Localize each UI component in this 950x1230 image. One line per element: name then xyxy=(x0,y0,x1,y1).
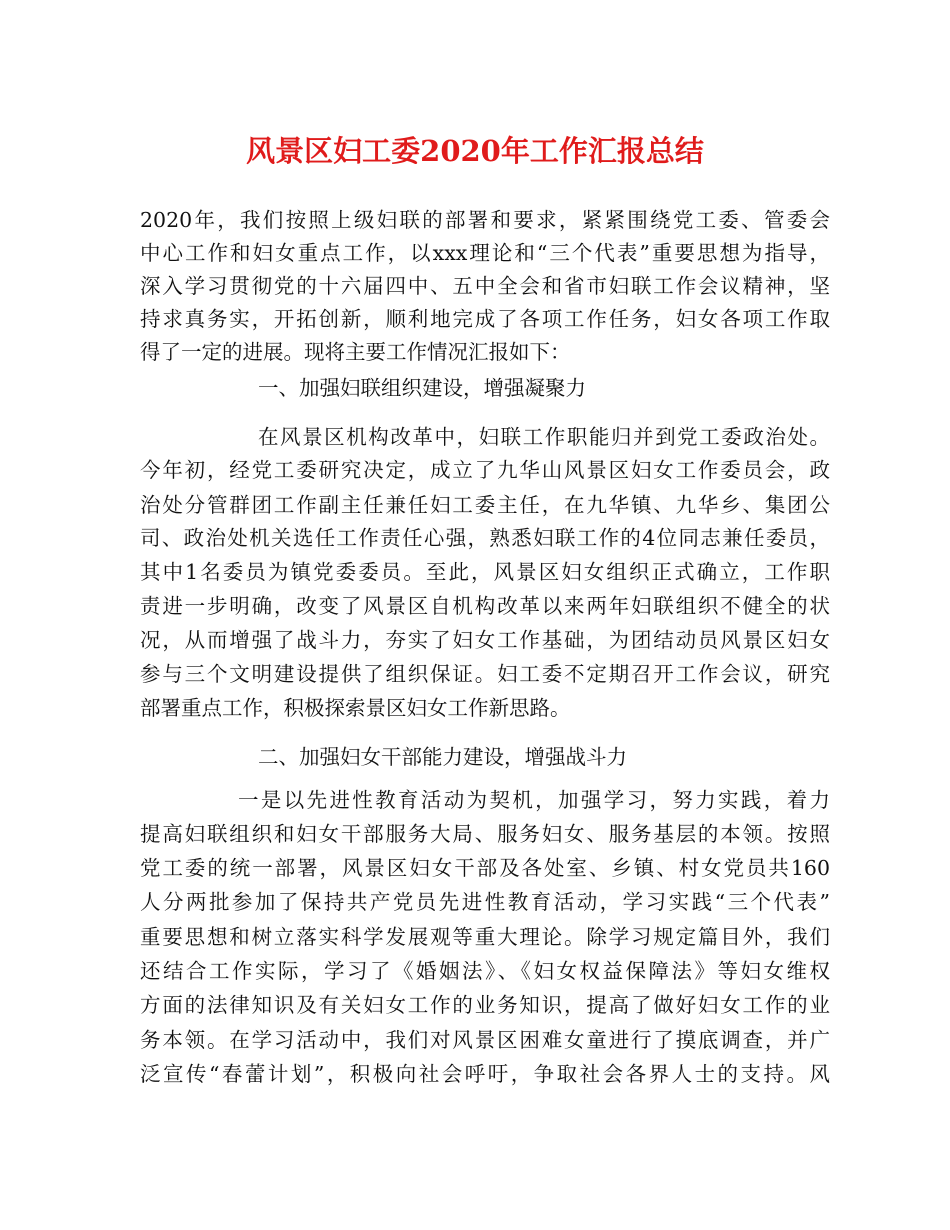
body-line: 深入学习贯彻党的十六届四中、五中全会和省市妇联工作会议精神，坚 xyxy=(140,274,830,298)
body-line: 持求真务实，开拓创新，顺利地完成了各项工作任务，妇女各项工作取 xyxy=(140,307,830,331)
body-line: 治处分管群团工作副主任兼任妇工委主任，在九华镇、九华乡、集团公 xyxy=(140,493,830,517)
body-line: 在风景区机构改革中，妇联工作职能归并到党工委政治处。 xyxy=(258,425,830,449)
section-heading: 一、加强妇联组织建设，增强凝聚力 xyxy=(258,376,586,400)
body-line: 一是以先进性教育活动为契机，加强学习，努力实践，着力 xyxy=(238,788,830,812)
body-line: 责进一步明确，改变了风景区自机构改革以来两年妇联组织不健全的状 xyxy=(140,594,830,618)
body-line: 人分两批参加了保持共产党员先进性教育活动，学习实践“三个代表” xyxy=(140,890,830,914)
body-line: 提高妇联组织和妇女干部服务大局、服务妇女、服务基层的本领。按照 xyxy=(140,822,830,846)
body-line: 务本领。在学习活动中，我们对风景区困难女童进行了摸底调查，并广 xyxy=(140,1028,830,1052)
body-line: 部署重点工作，积极探索景区妇女工作新思路。 xyxy=(140,696,571,720)
body-line: 党工委的统一部署，风景区妇女干部及各处室、乡镇、村女党员共160 xyxy=(140,856,830,880)
body-line: 重要思想和树立落实科学发展观等重大理论。除学习规定篇目外，我们 xyxy=(140,925,830,949)
section-heading: 二、加强妇女干部能力建设，增强战斗力 xyxy=(258,745,627,769)
body-line: 其中1名委员为镇党委委员。至此，风景区妇女组织正式确立，工作职 xyxy=(140,560,830,584)
body-line: 况，从而增强了战斗力，夯实了妇女工作基础，为团结动员风景区妇女 xyxy=(140,628,830,652)
body-line: 2020年，我们按照上级妇联的部署和要求，紧紧围绕党工委、管委会 xyxy=(140,208,830,232)
body-line: 今年初，经党工委研究决定，成立了九华山风景区妇女工作委员会，政 xyxy=(140,458,830,482)
body-line: 方面的法律知识及有关妇女工作的业务知识，提高了做好妇女工作的业 xyxy=(140,993,830,1017)
body-line: 参与三个文明建设提供了组织保证。妇工委不定期召开工作会议，研究 xyxy=(140,662,830,686)
body-line: 司、政治处机关选任工作责任心强，熟悉妇联工作的4位同志兼任委员， xyxy=(140,526,830,550)
body-line: 中心工作和妇女重点工作，以xxx理论和“三个代表”重要思想为指导， xyxy=(140,241,830,265)
body-line: 还结合工作实际，学习了《婚姻法》、《妇女权益保障法》等妇女维权 xyxy=(140,959,830,983)
body-line: 泛宣传“春蕾计划”，积极向社会呼吁，争取社会各界人士的支持。风 xyxy=(140,1062,830,1086)
body-line: 得了一定的进展。现将主要工作情况汇报如下： xyxy=(140,340,571,364)
document-title: 风景区妇工委2020年工作汇报总结 xyxy=(246,134,704,168)
